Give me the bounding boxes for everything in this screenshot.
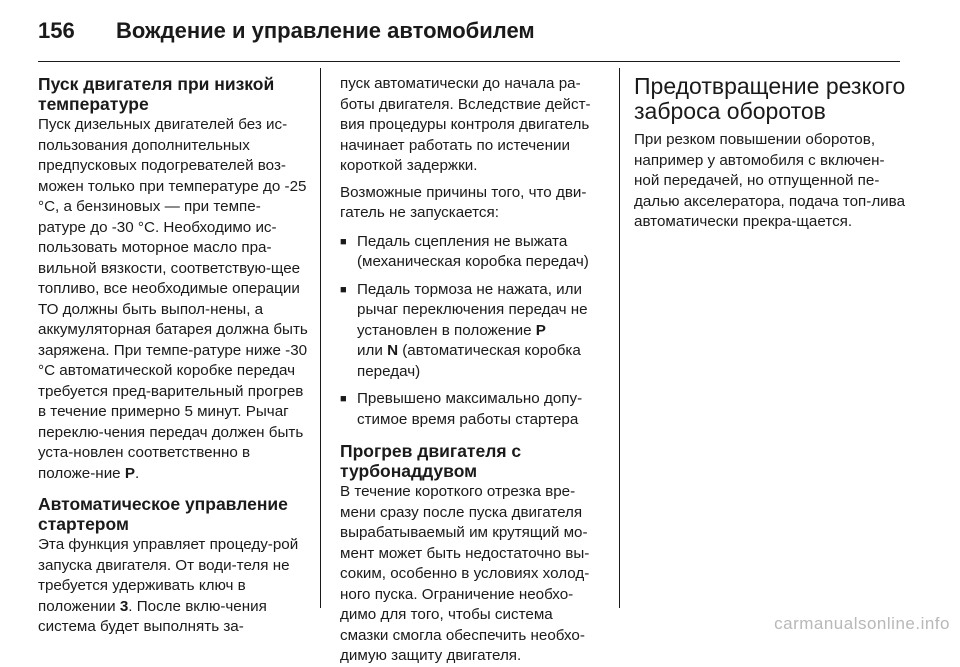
- list-item: [340, 280, 605, 383]
- body-text: или: [357, 342, 388, 359]
- section-body-auto-starter: [38, 535, 308, 638]
- body-text: (автоматическая коробка передач): [357, 342, 581, 380]
- causes-list: [340, 232, 605, 431]
- body-text: . После вклю-чения система будет выполнять за-: [38, 597, 267, 635]
- paragraph: Возможные причины того, что дви-гатель не запускается:: [340, 183, 587, 221]
- page-number: 156: [38, 18, 75, 43]
- header-rule: [38, 61, 900, 62]
- watermark: carmanualsonline.info: [774, 614, 950, 633]
- page-header: [38, 18, 535, 48]
- bold-label: N: [387, 342, 399, 359]
- list-item: ■ Педаль сцепления не выжата (механическая коробка передач): [340, 232, 605, 273]
- list-item: ■ Превышено максимально допу-стимое время работы стартера: [340, 389, 605, 430]
- paragraph: пуск автоматически до начала ра-боты двигателя. Вследствие дейст-вия процедуры контроля двигатель начинает работать по истечении короткой задержки.: [340, 75, 591, 174]
- bold-label: P: [535, 321, 546, 339]
- column-1: [38, 74, 308, 638]
- section-title-auto-starter: Автоматическое управление стартером: [38, 494, 288, 534]
- section-title-cold-start: Пуск двигателя при низкой температуре: [38, 74, 275, 114]
- body-text: Педаль тормоза не нажата, или рычаг переключения передач не установлен в положение: [357, 280, 588, 339]
- bold-label: 3: [119, 597, 129, 615]
- body-text: .: [135, 464, 140, 482]
- column-2: [340, 74, 605, 667]
- section-body-overspeed: При резком повышении оборотов, например у автомобиля с включен-ной передачей, но отпущенной пе-далью акселератора, подача топ-лива автоматически прекра-щается.: [634, 131, 906, 230]
- section-title-overspeed: Предотвращение резкого заброса оборотов: [634, 73, 906, 124]
- column-divider: [320, 68, 321, 608]
- body-text: Эта функция управляет процеду-рой запуска двигателя. От води-теля не требуется удерживать ключ в положении: [38, 536, 299, 615]
- column-divider: [619, 68, 620, 608]
- section-body-turbo-warmup: В течение короткого отрезка вре-мени сразу после пуска двигателя вырабатываемый им крутящий мо-мент может быть недостаточно вы-соким, особенно в условиях холод-ного пуска. Ограничение необхо-димо для того, чтобы система смазки смогла обеспечить необхо-димую защиту двигателя.: [340, 483, 590, 664]
- section-body-cold-start: [38, 115, 308, 484]
- bold-label: P: [124, 464, 135, 482]
- section-title-turbo-warmup: Прогрев двигателя с турбонаддувом: [340, 441, 522, 481]
- body-text: Пуск дизельных двигателей без ис-пользования дополнительных предпусковых подогревателей воз-можен только при температуре до -25 °C, а бензиновых — при темпе-ратуре до -30 °C. Необходимо ис-пользовать моторное масло пра-вильной вязкости, соответствую-щее топливо, все необходимые операции ТО должны быть выпол-нены, а аккумуляторная батарея должна быть заряжена. При темпе-ратуре ниже -30 °C автоматической коробке передач требуется пред-варительный прогрев в течение примерно 5 минут. Рычаг переклю-чения передач должен быть уста-новлен соответственно в положе-ние: [38, 116, 308, 482]
- column-3: [634, 74, 909, 233]
- page-title: Вождение и управление автомобилем: [116, 18, 535, 43]
